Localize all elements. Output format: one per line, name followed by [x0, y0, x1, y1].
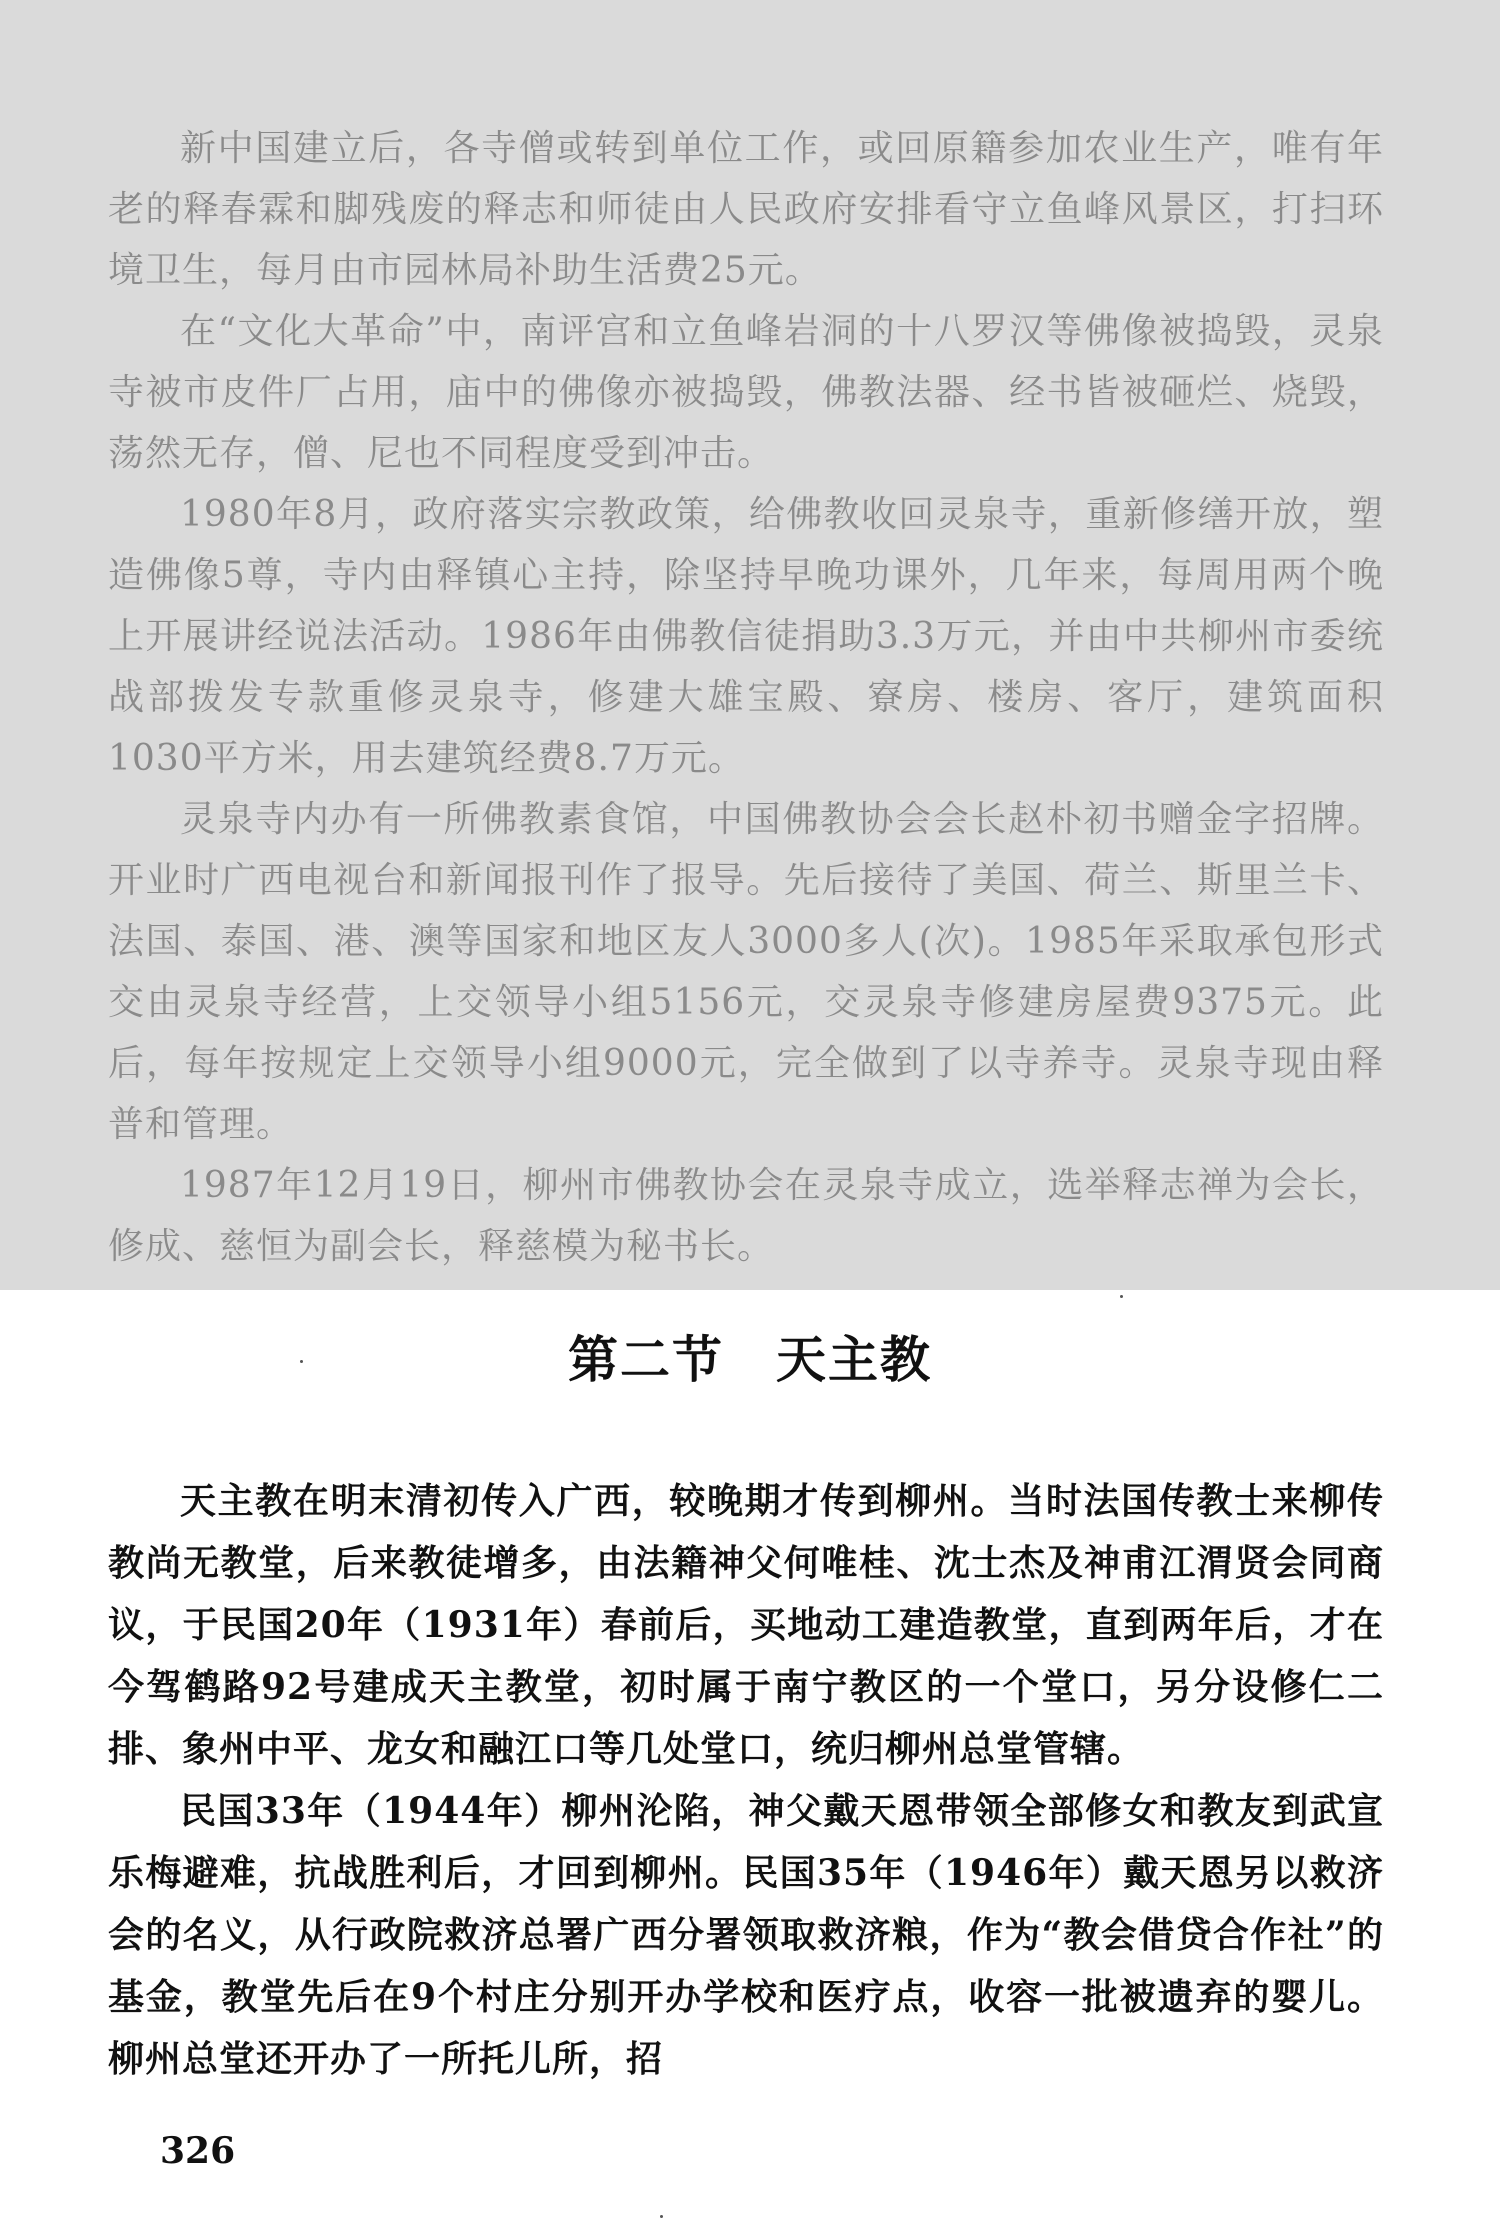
main-paragraph: 民国33年（1944年）柳州沦陷，神父戴天恩带领全部修女和教友到武宣乐梅避难，抗战胜利后，才回到柳州。民国35年（1946年）戴天恩另以救济会的名义，从行政院救济总署广西分署领取救济粮，作为“教会借贷合作社”的基金，教堂先后在9个村庄分别开办学校和医疗点，收容一批被遗弃的婴儿。柳州总堂还开办了一所托儿所，招	[108, 1790, 1384, 2080]
scan-speck	[300, 1360, 303, 1363]
gray-paragraph: 新中国建立后，各寺僧或转到单位工作，或回原籍参加农业生产，唯有年老的释春霖和脚残废的释志和师徒由人民政府安排看守立鱼峰风景区，打扫环境卫生，每月由市园林局补助生活费25元。	[108, 128, 1384, 291]
scan-speck	[1120, 1295, 1123, 1298]
scan-speck	[660, 2215, 663, 2218]
main-paragraph: 天主教在明末清初传入广西，较晚期才传到柳州。当时法国传教士来柳传教尚无教堂，后来教徒增多，由法籍神父何唯桂、沈士杰及神甫江渭贤会同商议，于民国20年（1931年）春前后，买地动工建造教堂，直到两年后，才在今驾鹤路92号建成天主教堂，初时属于南宁教区的一个堂口，另分设修仁二排、象州中平、龙女和融江口等几处堂口，统归柳州总堂管辖。	[108, 1480, 1384, 1770]
page-number: 326	[160, 2130, 236, 2172]
section-title: 第二节 天主教	[568, 1331, 932, 1389]
gray-paragraph: 1980年8月，政府落实宗教政策，给佛教收回灵泉寺，重新修缮开放，塑造佛像5尊，寺内由释镇心主持，除坚持早晚功课外，几年来，每周用两个晚上开展讲经说法活动。1986年由佛教信徒捐助3.3万元，并由中共柳州市委统战部拨发专款重修灵泉寺，修建大雄宝殿、寮房、楼房、客厅，建筑面积1030平方米，用去建筑经费8.7万元。	[108, 494, 1384, 779]
main-text-block	[108, 1470, 1384, 2090]
gray-paragraph: 灵泉寺内办有一所佛教素食馆，中国佛教协会会长赵朴初书赠金字招牌。开业时广西电视台和新闻报刊作了报导。先后接待了美国、荷兰、斯里兰卡、法国、泰国、港、澳等国家和地区友人3000多人(次)。1985年采取承包形式交由灵泉寺经营，上交领导小组5156元，交灵泉寺修建房屋费9375元。此后，每年按规定上交领导小组9000元，完全做到了以寺养寺。灵泉寺现由释普和管理。	[108, 799, 1384, 1145]
gray-text-block	[108, 118, 1384, 1277]
gray-paragraph: 1987年12月19日，柳州市佛教协会在灵泉寺成立，选举释志禅为会长，修成、慈恒为副会长，释慈模为秘书长。	[108, 1165, 1384, 1267]
gray-paragraph: 在“文化大革命”中，南评宫和立鱼峰岩洞的十八罗汉等佛像被捣毁，灵泉寺被市皮件厂占用，庙中的佛像亦被捣毁，佛教法器、经书皆被砸烂、烧毁，荡然无存，僧、尼也不同程度受到冲击。	[108, 311, 1384, 474]
